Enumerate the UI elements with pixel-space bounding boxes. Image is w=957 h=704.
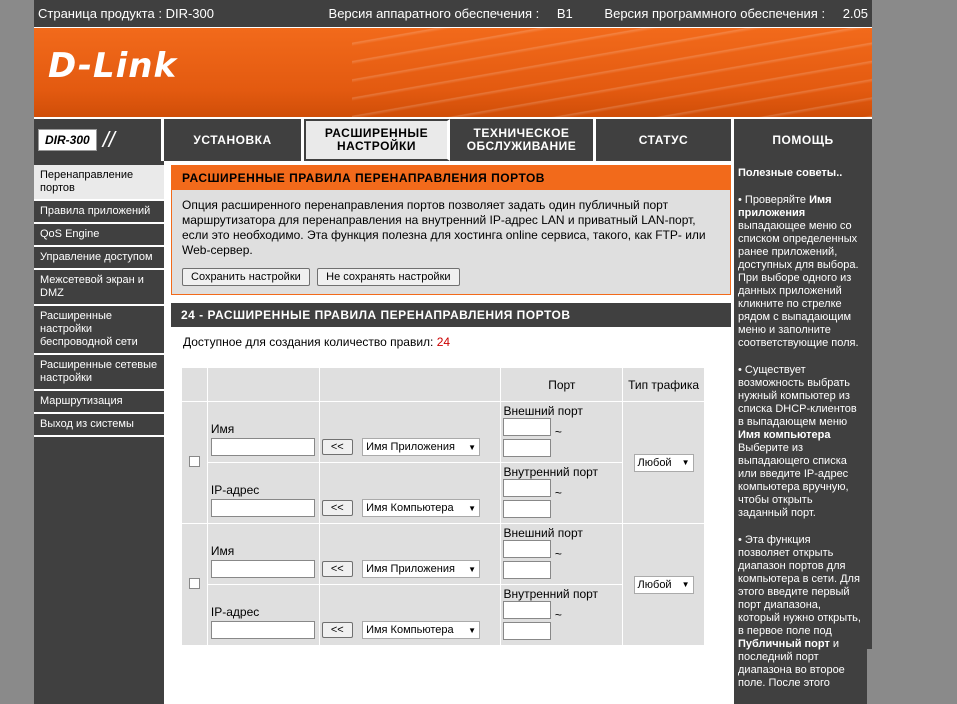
rules-table: Порт Тип трафика Имя << Имя Приложения ▼ Внешний порт ~ Любой ▼ IP-адрес << Имя Компьютера ▼ Внутренний порт ~ Имя << Имя Приложения ▼ Внешний порт ~ Любой ▼ IP-адрес << Имя Компьютера ▼ Внутренний порт ~ [181, 367, 705, 646]
col-traffic-header: Тип трафика [623, 368, 705, 402]
model-slashes: // [102, 127, 115, 152]
sidebar-item-app-rules[interactable]: Правила приложений [34, 201, 164, 224]
col-port-header: Порт [501, 368, 623, 402]
sidebar-item-access-control[interactable]: Управление доступом [34, 247, 164, 270]
app-fill-button[interactable]: << [322, 561, 353, 577]
ip-input[interactable] [211, 621, 315, 639]
name-input[interactable] [211, 560, 315, 578]
product-value: DIR-300 [165, 6, 214, 21]
help-tip: • Существует возможность выбрать нужный компьютер из списка DHCP-клиентов в выпадающем меню Имя компьютера Выберите из выпадающего списка или введите IP-адрес компьютера вручную, чтобы открыть заданный порт. [738, 364, 857, 519]
sidebar-item-routing[interactable]: Маршрутизация [34, 391, 164, 414]
computer-select[interactable]: Имя Компьютера ▼ [362, 499, 480, 517]
application-select[interactable]: Имя Приложения ▼ [362, 438, 480, 456]
tab-setup[interactable]: УСТАНОВКА [164, 119, 304, 161]
int-port-label: Внутренний порт [503, 587, 599, 601]
section-title: РАСШИРЕННЫЕ ПРАВИЛА ПЕРЕНАПРАВЛЕНИЯ ПОРТОВ [172, 166, 730, 190]
name-input[interactable] [211, 438, 315, 456]
dlink-logo: D-Link [48, 46, 178, 86]
tab-maintenance[interactable]: ТЕХНИЧЕСКОЕ ОБСЛУЖИВАНИЕ [450, 119, 596, 161]
help-tip: • Проверяйте Имя приложения выпадающее меню со списком определенных ранее приложений, доступных для выбора. При выборе одного из данных приложений кликните по стрелке рядом с выпадающим меню и заполните соответствующие поля. [738, 194, 859, 349]
application-select[interactable]: Имя Приложения ▼ [362, 560, 480, 578]
top-info-bar [34, 0, 872, 27]
int-port-start-input[interactable] [503, 601, 551, 619]
dont-save-button[interactable]: Не сохранять настройки [317, 268, 459, 286]
help-tip: • Эта функция позволяет открыть диапазон портов для компьютера в сети. Для этого введите первый порт диапазона, который нужно открыть, в первое поле под Публичный порт и последний порт диапазона во второе поле. После этого [738, 534, 861, 689]
ext-port-end-input[interactable] [503, 439, 551, 457]
hw-label: Версия аппаратного обеспечения : [328, 6, 540, 21]
help-title: Полезные советы.. [738, 167, 843, 179]
model-badge [34, 119, 164, 161]
ip-input[interactable] [211, 499, 315, 517]
help-panel [731, 161, 867, 704]
sidebar-item-qos[interactable]: QoS Engine [34, 224, 164, 247]
sidebar-item-logout[interactable]: Выход из системы [34, 414, 164, 437]
product-label: Страница продукта : [38, 6, 162, 21]
int-port-label: Внутренний порт [503, 465, 599, 479]
available-rules [171, 327, 731, 357]
fw-value: 2.05 [842, 6, 868, 21]
computer-select[interactable]: Имя Компьютера ▼ [362, 621, 480, 639]
ext-port-label: Внешний порт [503, 526, 583, 540]
save-button[interactable]: Сохранить настройки [182, 268, 310, 286]
section-description: Опция расширенного перенаправления портов позволяет задать один публичный порт маршрутизатора для перенаправления на внутренний IP-адрес LAN и приватный LAN-порт, если это необходимо. Эта функция полезна для хостинга online сервиса, такого, как FTP- или Web-сервер. [182, 198, 706, 257]
fw-label: Версия программного обеспечения : [604, 6, 826, 21]
available-label: Доступное для создания количество правил: [183, 335, 434, 349]
int-port-start-input[interactable] [503, 479, 551, 497]
name-label: Имя [210, 422, 235, 436]
rule-enable-checkbox[interactable] [189, 456, 200, 467]
brand-banner [34, 27, 872, 117]
sidebar [34, 161, 164, 704]
ext-port-start-input[interactable] [503, 540, 551, 558]
router-page [34, 0, 872, 689]
traffic-type-select[interactable]: Любой ▼ [634, 576, 694, 594]
computer-fill-button[interactable]: << [322, 500, 353, 516]
available-count: 24 [436, 335, 451, 349]
rule-enable-checkbox[interactable] [189, 578, 200, 589]
name-label: Имя [210, 544, 235, 558]
banner-stripes [352, 28, 872, 118]
sidebar-item-wireless-advanced[interactable]: Расширенные настройки беспроводной сети [34, 306, 164, 355]
rules-title: 24 - РАСШИРЕННЫЕ ПРАВИЛА ПЕРЕНАПРАВЛЕНИЯ ПОРТОВ [171, 303, 731, 327]
content-row [34, 161, 872, 704]
traffic-type-select[interactable]: Любой ▼ [634, 454, 694, 472]
tab-status[interactable]: СТАТУС [596, 119, 734, 161]
computer-fill-button[interactable]: << [322, 622, 353, 638]
int-port-end-input[interactable] [503, 622, 551, 640]
ext-port-label: Внешний порт [503, 404, 583, 418]
model-label: DIR-300 [38, 129, 97, 151]
tab-advanced[interactable]: РАСШИРЕННЫЕ НАСТРОЙКИ [304, 119, 450, 161]
main-nav [34, 119, 872, 161]
ext-port-start-input[interactable] [503, 418, 551, 436]
ip-label: IP-адрес [210, 483, 260, 497]
ext-port-end-input[interactable] [503, 561, 551, 579]
intro-section [171, 165, 731, 295]
int-port-end-input[interactable] [503, 500, 551, 518]
sidebar-item-network-advanced[interactable]: Расширенные сетевые настройки [34, 355, 164, 391]
tab-help[interactable]: ПОМОЩЬ [734, 119, 872, 161]
ip-label: IP-адрес [210, 605, 260, 619]
sidebar-item-port-forwarding[interactable]: Перенаправление портов [34, 165, 164, 201]
sidebar-item-firewall-dmz[interactable]: Межсетевой экран и DMZ [34, 270, 164, 306]
main-content [164, 161, 731, 704]
rules-section [171, 303, 731, 646]
hw-value: B1 [556, 6, 573, 21]
app-fill-button[interactable]: << [322, 439, 353, 455]
